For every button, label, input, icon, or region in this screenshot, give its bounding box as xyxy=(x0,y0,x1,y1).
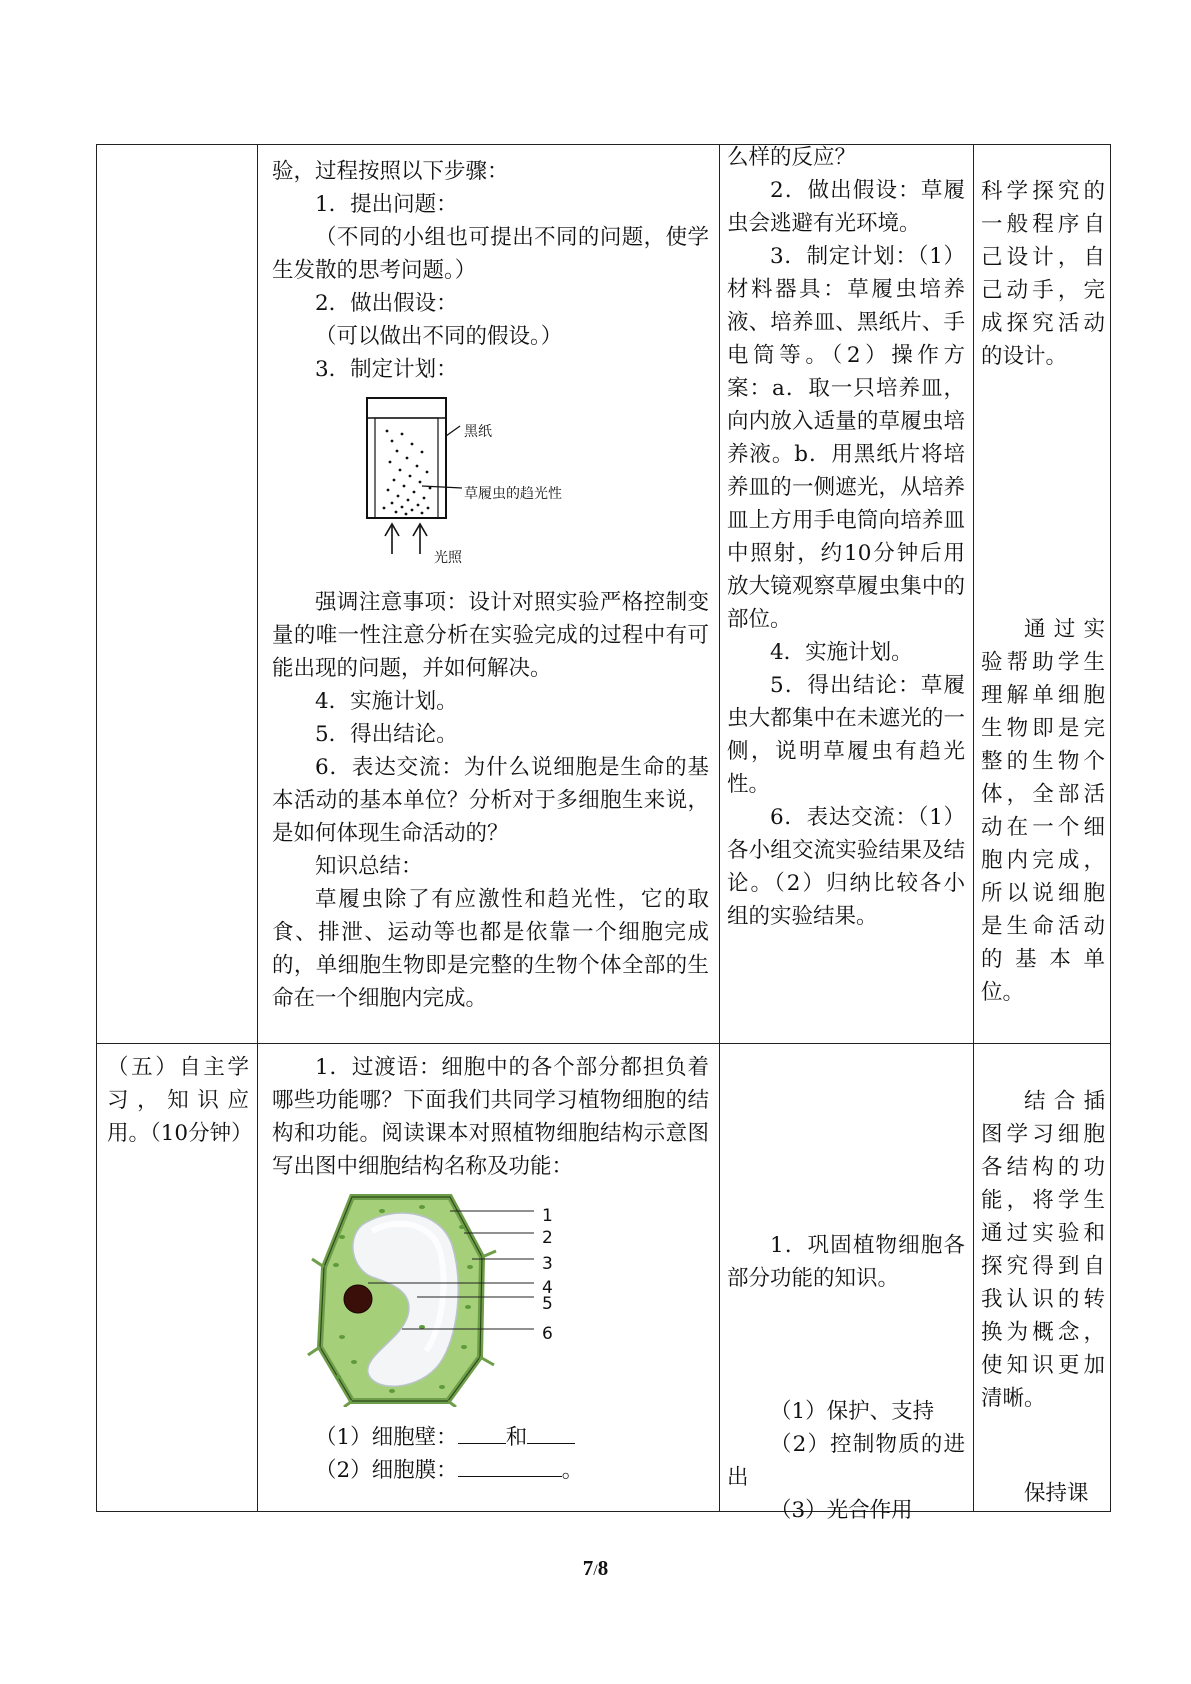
row1-teacher-activity xyxy=(272,155,709,1015)
plant-cell-illustration xyxy=(272,1187,709,1407)
intent-text: 科学探究的一般程序自己设计，自己动手，完成探究活动的设计。 xyxy=(981,179,1105,369)
page-number xyxy=(0,1556,1191,1581)
label-phototaxis: 草履虫的趋光性 xyxy=(464,486,562,502)
row-divider xyxy=(97,1043,1110,1044)
question-1-joiner: 和 xyxy=(505,1425,528,1450)
answer-2: （2）控制物质的进出 xyxy=(727,1432,965,1490)
label-light: 光照 xyxy=(434,550,462,566)
step-4: 4．实施计划。 xyxy=(315,689,458,714)
row1-design-intent-top xyxy=(981,175,1105,373)
conclusion: 5．得出结论：草履虫大都集中在未遮光的一侧，说明草履虫有趋光性。 xyxy=(727,673,965,797)
step-6: 6．表达交流：为什么说细胞是生命的基本活动的基本单位？分析对于多细胞生来说，是如何体现生命活动的？ xyxy=(272,755,709,846)
text-line: 么样的反应？ xyxy=(727,145,857,170)
intent-text: 保持课 xyxy=(1024,1481,1089,1506)
row2-design-intent-tail xyxy=(981,1477,1105,1510)
transition-paragraph: 1．过渡语：细胞中的各个部分都担负着哪些功能哪？下面我们共同学习植物细胞的结构和功能。阅读课本对照植物细胞结构示意图写出图中细胞结构名称及功能： xyxy=(272,1055,709,1179)
row1-design-intent-bottom xyxy=(981,613,1105,1009)
notice-paragraph: 强调注意事项：设计对照实验严格控制变量的唯一性注意分析在实验完成的过程中有可能出现的问题，并如何解决。 xyxy=(272,590,709,681)
column-divider-3 xyxy=(973,145,974,1511)
question-2 xyxy=(272,1454,709,1487)
plant-cell-diagram xyxy=(272,1187,709,1407)
plan: 3．制定计划：（1）材料器具：草履虫培养液、培养皿、黑纸片、手电筒等。（2）操作方案：a．取一只培养皿，向内放入适量的草履虫培养液。b．用黑纸片将培养皿的一侧遮光，从培养皿上方用手电筒向培养皿中照射，约10分钟后用放大镜观察草履虫集中的部位。 xyxy=(727,244,965,632)
question-2-prefix: （2）细胞膜： xyxy=(315,1458,458,1483)
step-2-note: （可以做出不同的假设。） xyxy=(315,324,563,349)
row1-student-activity xyxy=(727,141,965,933)
row2-student-activity xyxy=(727,1229,965,1295)
page-current: 7 xyxy=(582,1556,594,1580)
cell-label-6: 6 xyxy=(542,1324,553,1344)
implement: 4．实施计划。 xyxy=(770,640,913,665)
cell-label-5: 5 xyxy=(542,1294,553,1314)
phototaxis-diagram xyxy=(272,386,709,586)
label-black-paper: 黑纸 xyxy=(464,424,492,440)
question-1 xyxy=(272,1421,709,1454)
stage-text: （五）自主学习，知识应用。（10分钟） xyxy=(107,1055,253,1146)
lesson-table xyxy=(96,144,1111,1523)
step-1-note: （不同的小组也可提出不同的问题，使学生发散的思考问题。） xyxy=(272,225,709,283)
row2-teacher-activity xyxy=(272,1051,709,1487)
column-divider-2 xyxy=(719,145,720,1511)
text-line: 验，过程按照以下步骤： xyxy=(272,159,509,184)
row2-design-intent xyxy=(981,1085,1105,1415)
step-5: 5．得出结论。 xyxy=(315,722,458,747)
cell-label-2: 2 xyxy=(542,1228,553,1248)
consolidate-text: 1．巩固植物细胞各部分功能的知识。 xyxy=(727,1233,965,1291)
hypothesis: 2．做出假设：草履虫会逃避有光环境。 xyxy=(727,178,965,236)
answer-1: （1）保护、支持 xyxy=(770,1399,935,1424)
cell-label-3: 3 xyxy=(542,1254,553,1274)
question-2-suffix: 。 xyxy=(561,1458,584,1483)
question-1-prefix: （1）细胞壁： xyxy=(315,1425,458,1450)
intent-text: 通过实验帮助学生理解单细胞生物即是完整的生物个体，全部活动在一个细胞内完成，所以说细胞是生命活动的基本单位。 xyxy=(981,617,1105,1005)
row2-stage xyxy=(107,1051,253,1150)
answer-blank xyxy=(458,1475,562,1477)
column-divider-1 xyxy=(257,145,258,1511)
summary-heading: 知识总结： xyxy=(315,854,423,879)
summary-paragraph: 草履虫除了有应激性和趋光性，它的取食、排泄、运动等也都是依靠一个细胞完成的，单细胞生物即是完整的生物个体全部的生命在一个细胞内完成。 xyxy=(272,887,709,1011)
page-separator: / xyxy=(593,1562,598,1579)
step-2: 2．做出假设： xyxy=(315,291,458,316)
page-total: 8 xyxy=(597,1556,609,1580)
step-1: 1．提出问题： xyxy=(315,192,458,217)
cell-label-4: 4 xyxy=(542,1278,553,1298)
answer-blank xyxy=(458,1442,506,1444)
step-3: 3．制定计划： xyxy=(315,357,458,382)
answer-3: （3）光合作用 xyxy=(770,1498,913,1523)
row2-answers xyxy=(727,1395,965,1527)
exchange: 6．表达交流：（1）各小组交流实验结果及结论。（2）归纳比较各小组的实验结果。 xyxy=(727,805,965,929)
cell-label-1: 1 xyxy=(542,1206,553,1226)
answer-blank xyxy=(527,1442,575,1444)
intent-text: 结合插图学习细胞各结构的功能，将学生通过实验和探究得到自我认识的转换为概念，使知识更加清晰。 xyxy=(981,1089,1105,1411)
